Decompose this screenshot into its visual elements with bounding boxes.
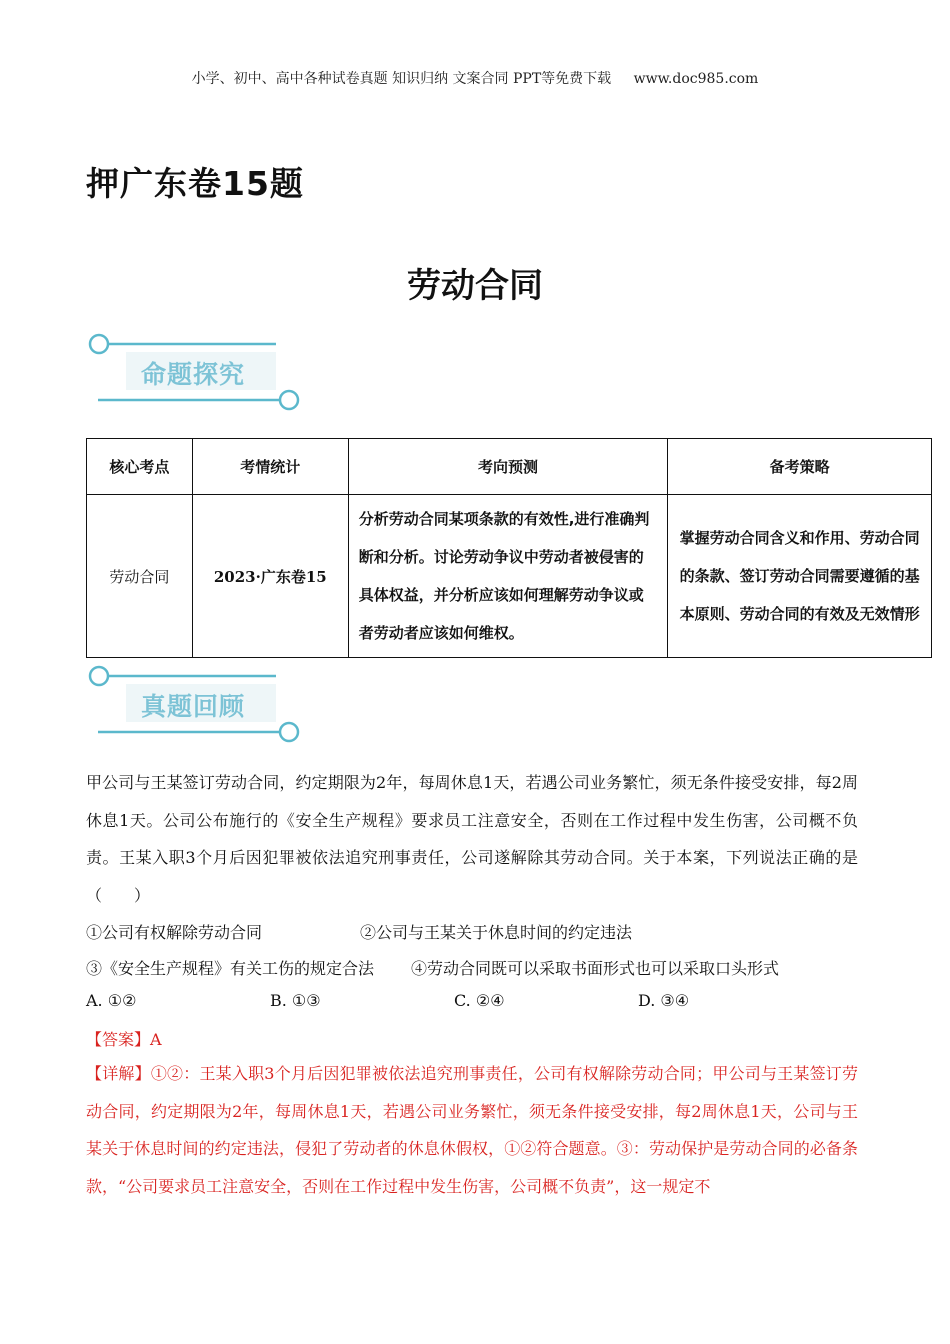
header-site[interactable]: www.doc985.com [633,71,759,87]
option-item-3: ③《安全生产规程》有关工伤的规定合法 [86,959,375,978]
section-banner-review [86,660,306,746]
option-item-1: ①公司有权解除劳动合同 [86,923,263,942]
choice-b: B. ①③ [270,991,321,1010]
explanation-tag: 【详解】 [86,1064,151,1083]
option-item-2: ②公司与王某关于休息时间的约定违法 [360,923,633,942]
option-item-4: ④劳动合同既可以采取书面形式也可以采取口头形式 [411,959,780,978]
cell-strategy: 掌握劳动合同含义和作用、劳动合同的条款、签订劳动合同需要遵循的基本原则、劳动合同的有效及无效情形 [668,495,932,658]
answer-line [86,1027,162,1050]
explanation-text: ①②：王某入职3个月后因犯罪被依法追究刑事责任，公司有权解除劳动合同；甲公司与王某签订劳动合同，约定期限为2年，每周休息1天，若遇公司业务繁忙，须无条件接受安排，每2周休息1天，公司与王某关于休息时间的约定违法，侵犯了劳动者的休息休假权，①②符合题意。③：劳动保护是劳动合同的必备条款，“公司要求员工注意安全，否则在工作过程中发生伤害，公司概不负责”，这一规定不 [86,1064,858,1196]
choice-d: D. ③④ [638,991,690,1010]
choices-row [86,991,786,1010]
cell-prediction: 分析劳动合同某项条款的有效性,进行准确判断和分析。讨论劳动争议中劳动者被侵害的具体权益，并分析应该如何理解劳动争议或者劳动者应该如何维权。 [348,495,668,658]
question-stem-block [86,764,858,914]
header-text: 小学、初中、高中各种试卷真题 知识归纳 文案合同 PPT等免费下载 [191,71,612,87]
main-title: 押广东卷15题 [86,164,304,203]
banner-label: 真题回顾 [141,692,246,721]
options-row-2 [86,956,780,979]
table-header-row [87,439,932,495]
sub-title: 劳动合同 [407,266,543,306]
header-exam-stat: 考情统计 [192,439,348,495]
page-header [0,68,950,88]
choice-a: A. ①② [86,991,137,1010]
header-strategy: 备考策略 [668,439,932,495]
options-row-1 [86,920,633,943]
cell-exam-stat: 2023·广东卷15 [192,495,348,658]
choice-c: C. ②④ [454,991,505,1010]
cell-core-point: 劳动合同 [87,495,193,658]
header-prediction: 考向预测 [348,439,668,495]
answer-tag: 【答案】 [86,1030,151,1049]
answer-value: A [150,1030,162,1049]
section-banner-proposition [86,328,306,414]
banner-label: 命题探究 [141,360,246,389]
explanation-block [86,1055,858,1205]
header-core-point: 核心考点 [87,439,193,495]
question-stem: 甲公司与王某签订劳动合同，约定期限为2年，每周休息1天，若遇公司业务繁忙，须无条件接受安排，每2周休息1天。公司公布施行的《安全生产规程》要求员工注意安全，否则在工作过程中发生伤害，公司概不负责。王某入职3个月后因犯罪被依法追究刑事责任，公司遂解除其劳动合同。关于本案，下列说法正确的是（ ） [86,773,858,905]
exam-analysis-table [86,438,932,658]
table-row [87,495,932,658]
